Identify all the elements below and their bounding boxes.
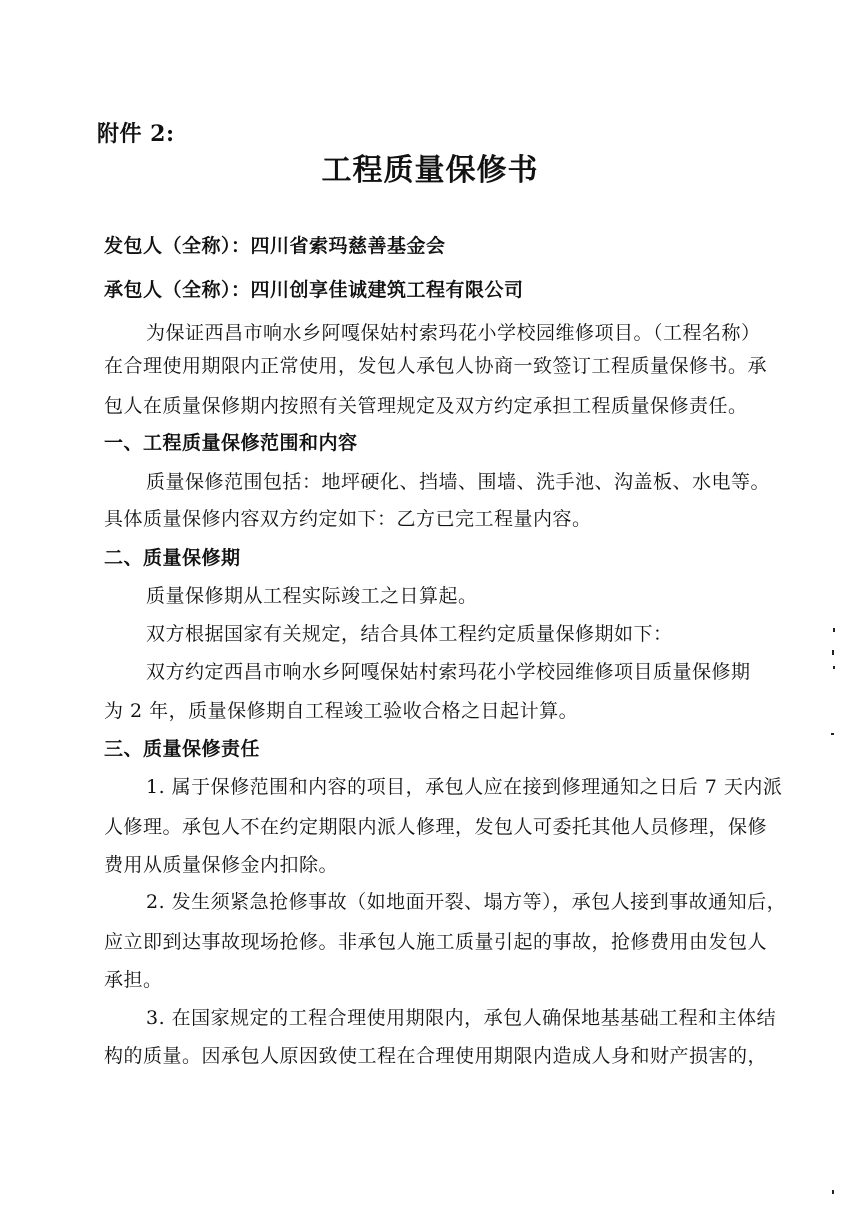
section2-heading: 二、质量保修期: [104, 547, 241, 569]
section1-line: 质量保修范围包括：地坪硬化、挡墙、围墙、洗手池、沟盖板、水电等。: [146, 471, 771, 493]
section3-line: 构的质量。因承包人原因致使工程在合理使用期限内造成人身和财产损害的，: [104, 1045, 768, 1067]
intro-line: 在合理使用期限内正常使用，发包人承包人协商一致签订工程质量保修书。承: [104, 355, 768, 377]
employer-line: 发包人（全称）：四川省索玛慈善基金会: [104, 235, 446, 257]
section3-line: 人修理。承包人不在约定期限内派人修理，发包人可委托其他人员修理，保修: [104, 816, 768, 838]
section3-heading: 三、质量保修责任: [104, 738, 261, 760]
section3-line: 1. 属于保修范围和内容的项目，承包人应在接到修理通知之日后 7 天内派: [146, 776, 783, 798]
document-title: 工程质量保修书: [321, 153, 539, 188]
section2-line: 双方根据国家有关规定，结合具体工程约定质量保修期如下：: [146, 623, 673, 645]
scan-speck: [832, 1190, 834, 1194]
contractor-line: 承包人（全称）：四川创享佳诚建筑工程有限公司: [104, 279, 524, 301]
section1-heading: 一、工程质量保修范围和内容: [104, 432, 358, 454]
section1-line: 具体质量保修内容双方约定如下：乙方已完工程量内容。: [104, 508, 592, 530]
intro-line: 包人在质量保修期内按照有关管理规定及双方约定承担工程质量保修责任。: [104, 395, 748, 417]
scan-speck: [832, 650, 834, 655]
attachment-label: 附件 2:: [97, 121, 175, 147]
scan-speck: [833, 666, 835, 669]
scan-speck: [833, 628, 835, 632]
section3-line: 3. 在国家规定的工程合理使用期限内，承包人确保地基基础工程和主体结: [146, 1007, 777, 1029]
section3-line: 2. 发生须紧急抢修事故（如地面开裂、塌方等），承包人接到事故通知后，: [146, 891, 787, 913]
intro-line: 为保证西昌市响水乡阿嘎保姑村索玛花小学校园维修项目。（工程名称）: [146, 322, 761, 344]
section3-line: 费用从质量保修金内扣除。: [104, 854, 339, 876]
section2-line: 为 2 年，质量保修期自工程竣工验收合格之日起计算。: [104, 700, 579, 722]
section2-line: 双方约定西昌市响水乡阿嘎保姑村索玛花小学校园维修项目质量保修期: [146, 661, 751, 683]
scan-speck: [831, 733, 834, 735]
section3-line: 应立即到达事故现场抢修。非承包人施工质量引起的事故，抢修费用由发包人: [104, 931, 768, 953]
section3-line: 承担。: [104, 969, 163, 991]
section2-line: 质量保修期从工程实际竣工之日算起。: [146, 585, 478, 607]
